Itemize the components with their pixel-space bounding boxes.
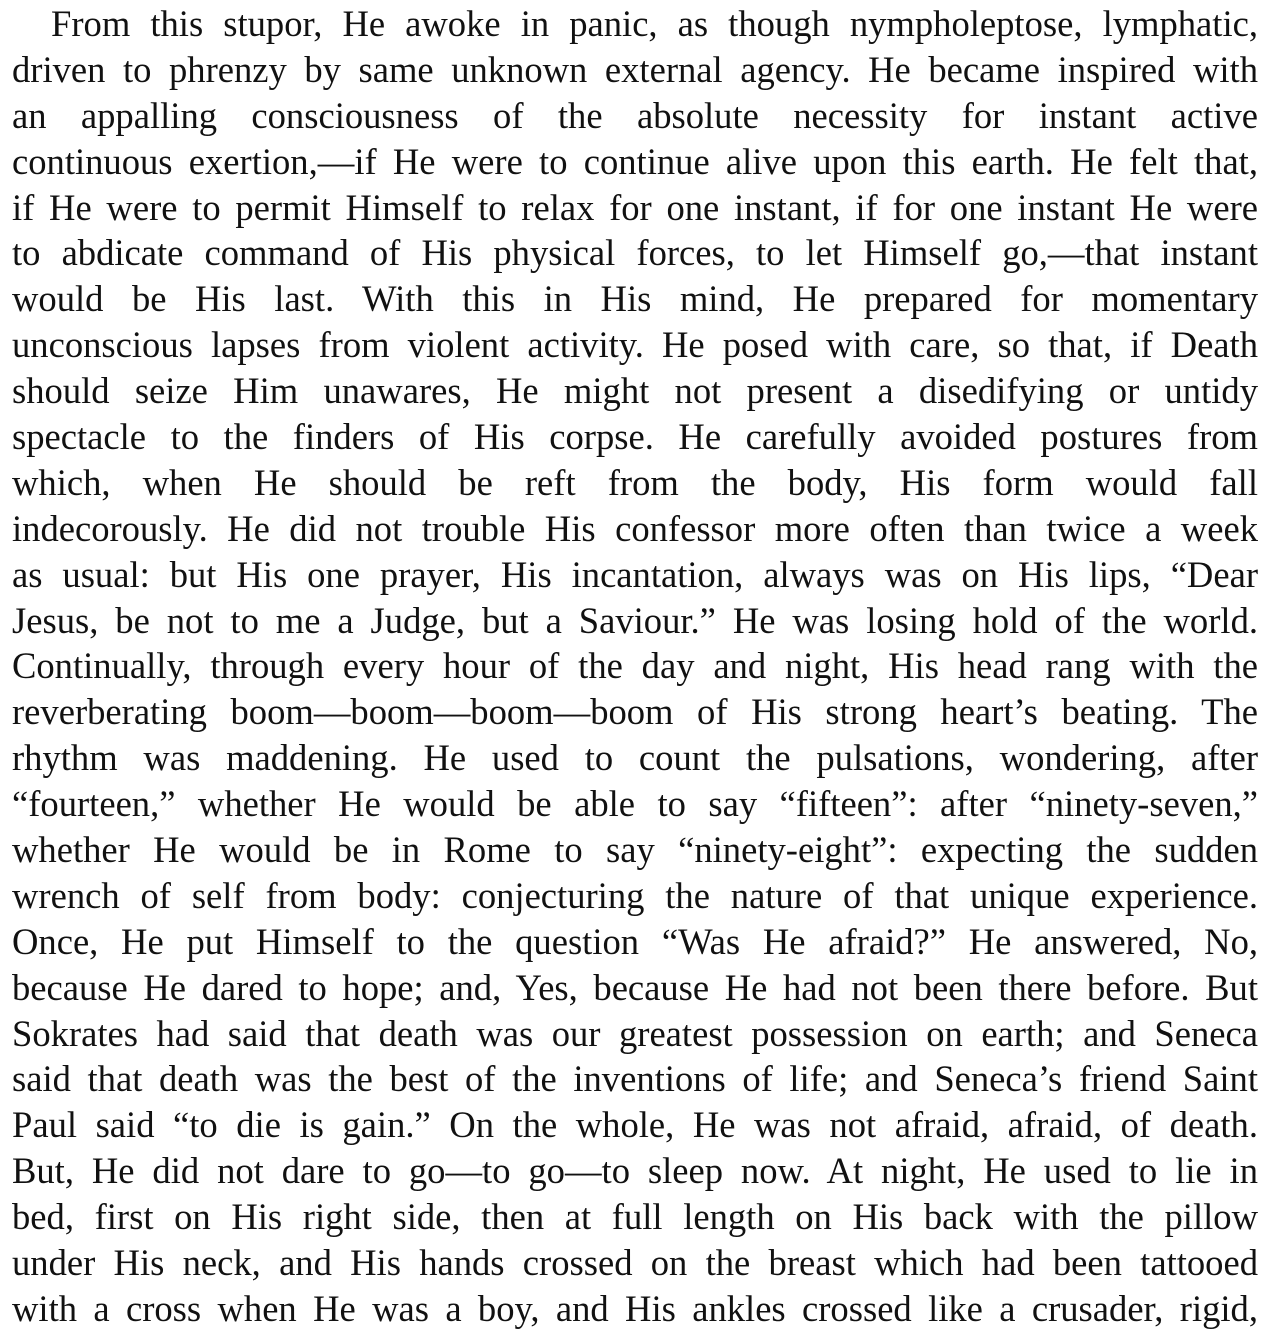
text-line: But, He did not dare to go—to go—to sleep now. At night, He used to lie in	[12, 1150, 1258, 1192]
text-line: bed, first on His right side, then at full length on His back with the pillow	[12, 1196, 1258, 1238]
text-line: reverberating boom—boom—boom—boom of His strong heart’s beating. The	[12, 691, 1258, 733]
text-line: an appalling consciousness of the absolute necessity for instant active	[12, 94, 1258, 136]
text-line: “fourteen,” whether He would be able to say “fifteen”: after “ninety-seven,”	[12, 783, 1258, 825]
text-line: rhythm was maddening. He used to count the pulsations, wondering, after	[12, 737, 1258, 779]
text-line: continuous exertion,—if He were to continue alive upon this earth. He felt that,	[12, 140, 1258, 182]
text-line: wrench of self from body: conjecturing the nature of that unique experience.	[12, 874, 1258, 916]
body-paragraph	[12, 1, 1258, 1332]
text-line: which, when He should be reft from the body, His form would fall	[12, 461, 1258, 503]
text-line: driven to phrenzy by same unknown external agency. He became inspired with	[12, 48, 1258, 90]
text-line: to abdicate command of His physical forces, to let Himself go,—that instant	[12, 232, 1258, 274]
text-line: Once, He put Himself to the question “Was He afraid?” He answered, No,	[12, 920, 1258, 962]
text-line: Sokrates had said that death was our greatest possession on earth; and Seneca	[12, 1012, 1258, 1054]
text-line: should seize Him unawares, He might not present a disedifying or untidy	[12, 370, 1258, 412]
text-line: if He were to permit Himself to relax for one instant, if for one instant He were	[12, 186, 1258, 228]
text-line: indecorously. He did not trouble His confessor more often than twice a week	[12, 507, 1258, 549]
text-line: whether He would be in Rome to say “ninety-eight”: expecting the sudden	[12, 829, 1258, 871]
text-line: Paul said “to die is gain.” On the whole, He was not afraid, afraid, of death.	[12, 1104, 1258, 1146]
text-line: as usual: but His one prayer, His incantation, always was on His lips, “Dear	[12, 553, 1258, 595]
text-line: Jesus, be not to me a Judge, but a Saviour.” He was losing hold of the world.	[12, 599, 1258, 641]
text-line: spectacle to the finders of His corpse. He carefully avoided postures from	[12, 416, 1258, 458]
text-line: Continually, through every hour of the day and night, His head rang with the	[12, 645, 1258, 687]
text-line: would be His last. With this in His mind, He prepared for momentary	[12, 278, 1258, 320]
text-line: From this stupor, He awoke in panic, as though nympholeptose, lymphatic,	[51, 3, 1258, 44]
text-line: with a cross when He was a boy, and His ankles crossed like a crusader, rigid,	[12, 1287, 1258, 1329]
text-line: unconscious lapses from violent activity. He posed with care, so that, if Death	[12, 324, 1258, 366]
text-line: because He dared to hope; and, Yes, because He had not been there before. But	[12, 966, 1258, 1008]
text-line: said that death was the best of the inventions of life; and Seneca’s friend Saint	[12, 1058, 1258, 1100]
text-line: under His neck, and His hands crossed on the breast which had been tattooed	[12, 1242, 1258, 1284]
